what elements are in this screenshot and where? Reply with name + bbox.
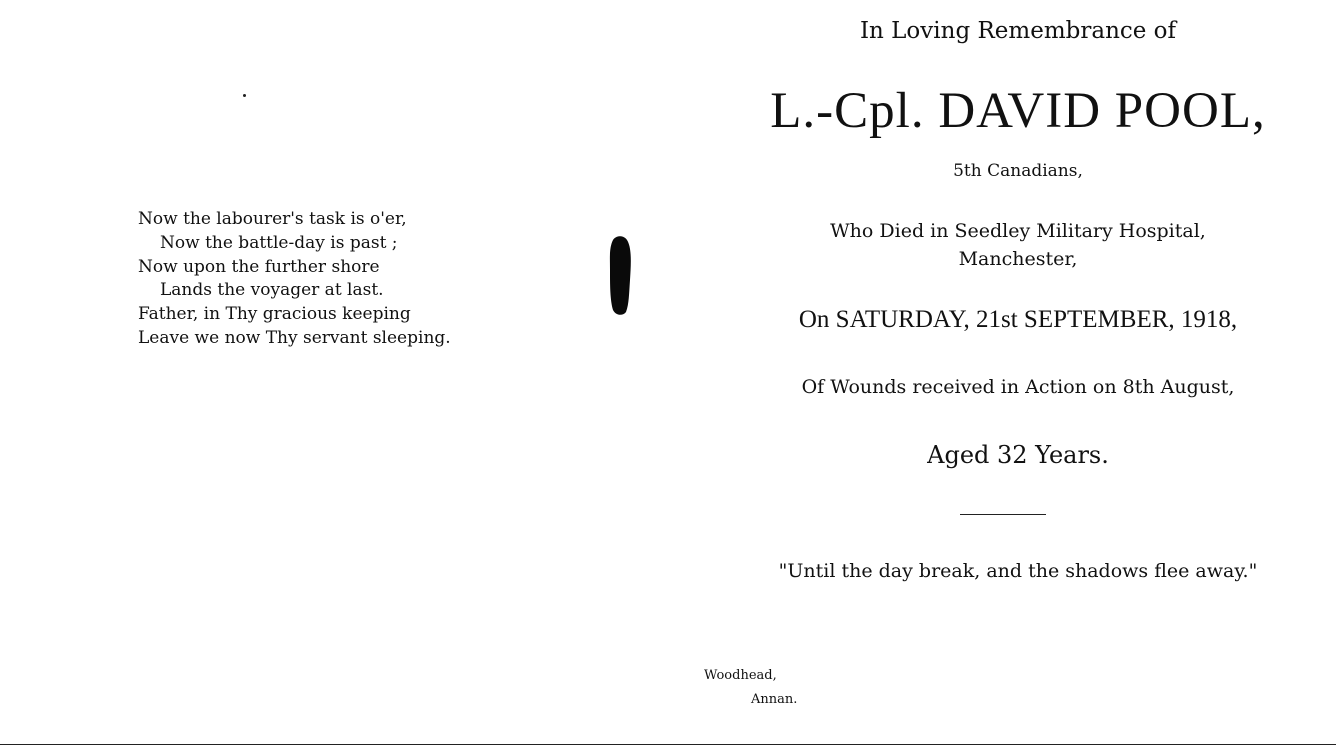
printer-place: Annan. bbox=[751, 692, 798, 707]
ink-speck bbox=[243, 94, 246, 97]
memorial-poem bbox=[138, 208, 451, 351]
age: Aged 32 Years. bbox=[927, 441, 1109, 469]
poem-line: Now the labourer's task is o'er, bbox=[138, 209, 407, 229]
poem-line: Lands the voyager at last. bbox=[160, 280, 384, 301]
poem-line: Leave we now Thy servant sleeping. bbox=[138, 327, 451, 348]
scripture-verse: "Until the day break, and the shadows flee away." bbox=[778, 560, 1258, 582]
place-of-death-line-1: Who Died in Seedley Military Hospital, bbox=[830, 220, 1206, 242]
ink-blot-mark bbox=[604, 234, 638, 318]
printer-name: Woodhead, bbox=[704, 668, 777, 683]
poem-line: Now upon the further shore bbox=[138, 256, 380, 277]
poem-line: Now the battle-day is past ; bbox=[160, 232, 398, 253]
intro-heading: In Loving Remembrance of bbox=[859, 18, 1177, 44]
bottom-border bbox=[0, 744, 1336, 745]
place-of-death-line-2: Manchester, bbox=[958, 248, 1078, 270]
divider bbox=[960, 514, 1046, 515]
cause-of-death: Of Wounds received in Action on 8th August, bbox=[801, 376, 1235, 398]
deceased-name: L.-Cpl. DAVID POOL, bbox=[770, 83, 1266, 139]
poem-line: Father, in Thy gracious keeping bbox=[138, 304, 411, 325]
date-of-death: On SATURDAY, 21st SEPTEMBER, 1918, bbox=[798, 306, 1238, 333]
regiment: 5th Canadians, bbox=[953, 161, 1083, 181]
